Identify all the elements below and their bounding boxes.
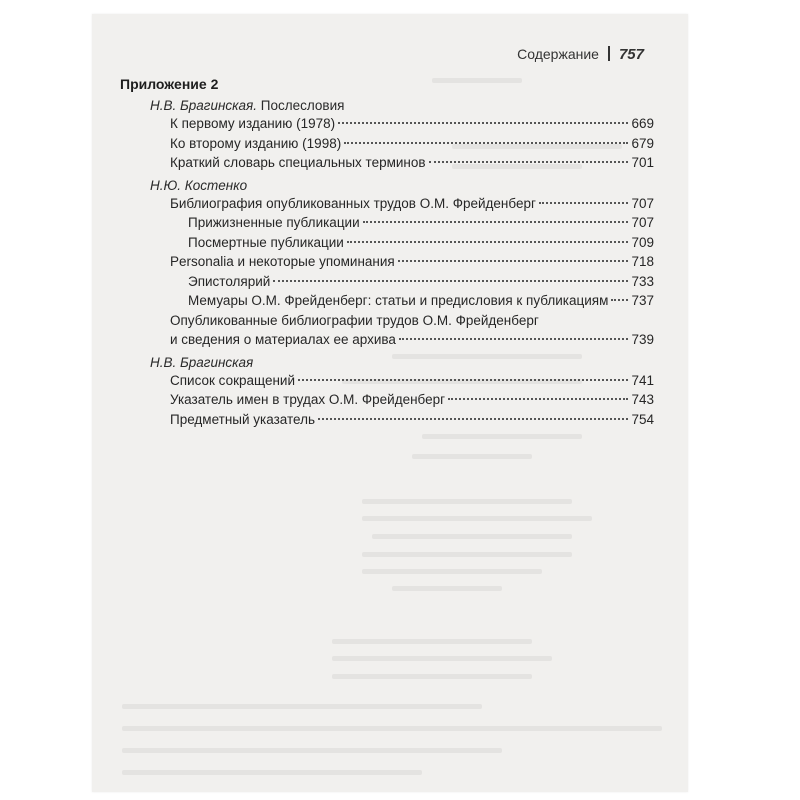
toc-entry[interactable] — [120, 272, 654, 292]
author-heading — [150, 355, 654, 370]
entry-title: и сведения о материалах ее архива — [170, 332, 396, 347]
entry-title: Указатель имен в трудах О.М. Фрейденберг — [170, 392, 446, 407]
author-name: Н.В. Брагинская — [150, 354, 254, 370]
toc-entry[interactable] — [120, 390, 654, 410]
toc-entry[interactable] — [120, 153, 654, 173]
toc-entry[interactable] — [120, 330, 654, 350]
author-heading — [150, 98, 654, 113]
entry-title: Мемуары О.М. Фрейденберг: статьи и предисловия к публикациям — [188, 293, 609, 308]
entry-title: Прижизненные публикации — [188, 215, 360, 230]
entry-page: 733 — [631, 273, 654, 289]
section-title: Содержание — [517, 46, 599, 62]
author-heading — [150, 178, 654, 193]
book-page — [92, 14, 688, 792]
toc-entry[interactable] — [120, 194, 654, 214]
dot-leader — [344, 142, 628, 144]
dot-leader — [318, 418, 628, 420]
entry-title: Библиография опубликованных трудов О.М. Фрейденберг — [170, 195, 536, 211]
entry-page: 679 — [631, 135, 654, 151]
dot-leader — [273, 280, 628, 282]
entry-page: 718 — [631, 254, 654, 269]
dot-leader — [611, 299, 628, 301]
entry-page: 743 — [631, 392, 654, 407]
dot-leader — [347, 241, 629, 243]
entry-title: Предметный указатель — [170, 411, 315, 427]
entry-page: 701 — [631, 155, 654, 170]
dot-leader — [448, 398, 628, 400]
entry-title: Краткий словарь специальных терминов — [170, 155, 426, 170]
entry-page: 669 — [631, 116, 654, 131]
entry-page: 737 — [631, 293, 654, 308]
dot-leader — [338, 122, 628, 124]
running-head — [517, 44, 644, 63]
appendix-title: Приложение 2 — [120, 76, 219, 92]
header-divider — [608, 46, 610, 61]
dot-leader — [298, 379, 628, 381]
dot-leader — [363, 221, 629, 223]
toc-entry-line1[interactable]: Опубликованные библиографии трудов О.М. Фрейденберг — [170, 312, 539, 328]
entry-title: Personalia и некоторые упоминания — [170, 254, 395, 269]
dot-leader — [429, 161, 629, 163]
toc-entry[interactable] — [120, 410, 654, 430]
entry-page: 707 — [631, 195, 654, 211]
entry-title: Посмертные публикации — [188, 234, 344, 250]
toc-entry[interactable] — [120, 233, 654, 253]
entry-page: 754 — [631, 411, 654, 427]
dot-leader — [398, 260, 629, 262]
entry-page: 741 — [631, 372, 654, 388]
author-suffix: Послесловия — [260, 98, 345, 113]
toc-entry[interactable] — [120, 114, 654, 134]
entry-page: 739 — [631, 332, 654, 347]
toc-entry[interactable] — [120, 291, 654, 311]
entry-page: 709 — [631, 234, 654, 250]
dot-leader — [399, 338, 629, 340]
toc-entry[interactable] — [120, 252, 654, 272]
entry-title: Эпистолярий — [188, 273, 271, 289]
dot-leader — [539, 202, 629, 204]
toc-entry[interactable] — [120, 213, 654, 233]
entry-title: Список сокращений — [170, 372, 296, 388]
page-number: 757 — [618, 46, 644, 63]
table-of-contents — [120, 76, 654, 429]
entry-page: 707 — [631, 215, 654, 230]
entry-title: К первому изданию (1978) — [170, 116, 336, 131]
author-name: Н.Ю. Костенко — [150, 177, 248, 193]
toc-entry[interactable] — [120, 371, 654, 391]
author-name: Н.В. Брагинская. — [150, 98, 257, 113]
entry-title: Ко второму изданию (1998) — [170, 135, 342, 151]
toc-entry[interactable] — [120, 134, 654, 154]
